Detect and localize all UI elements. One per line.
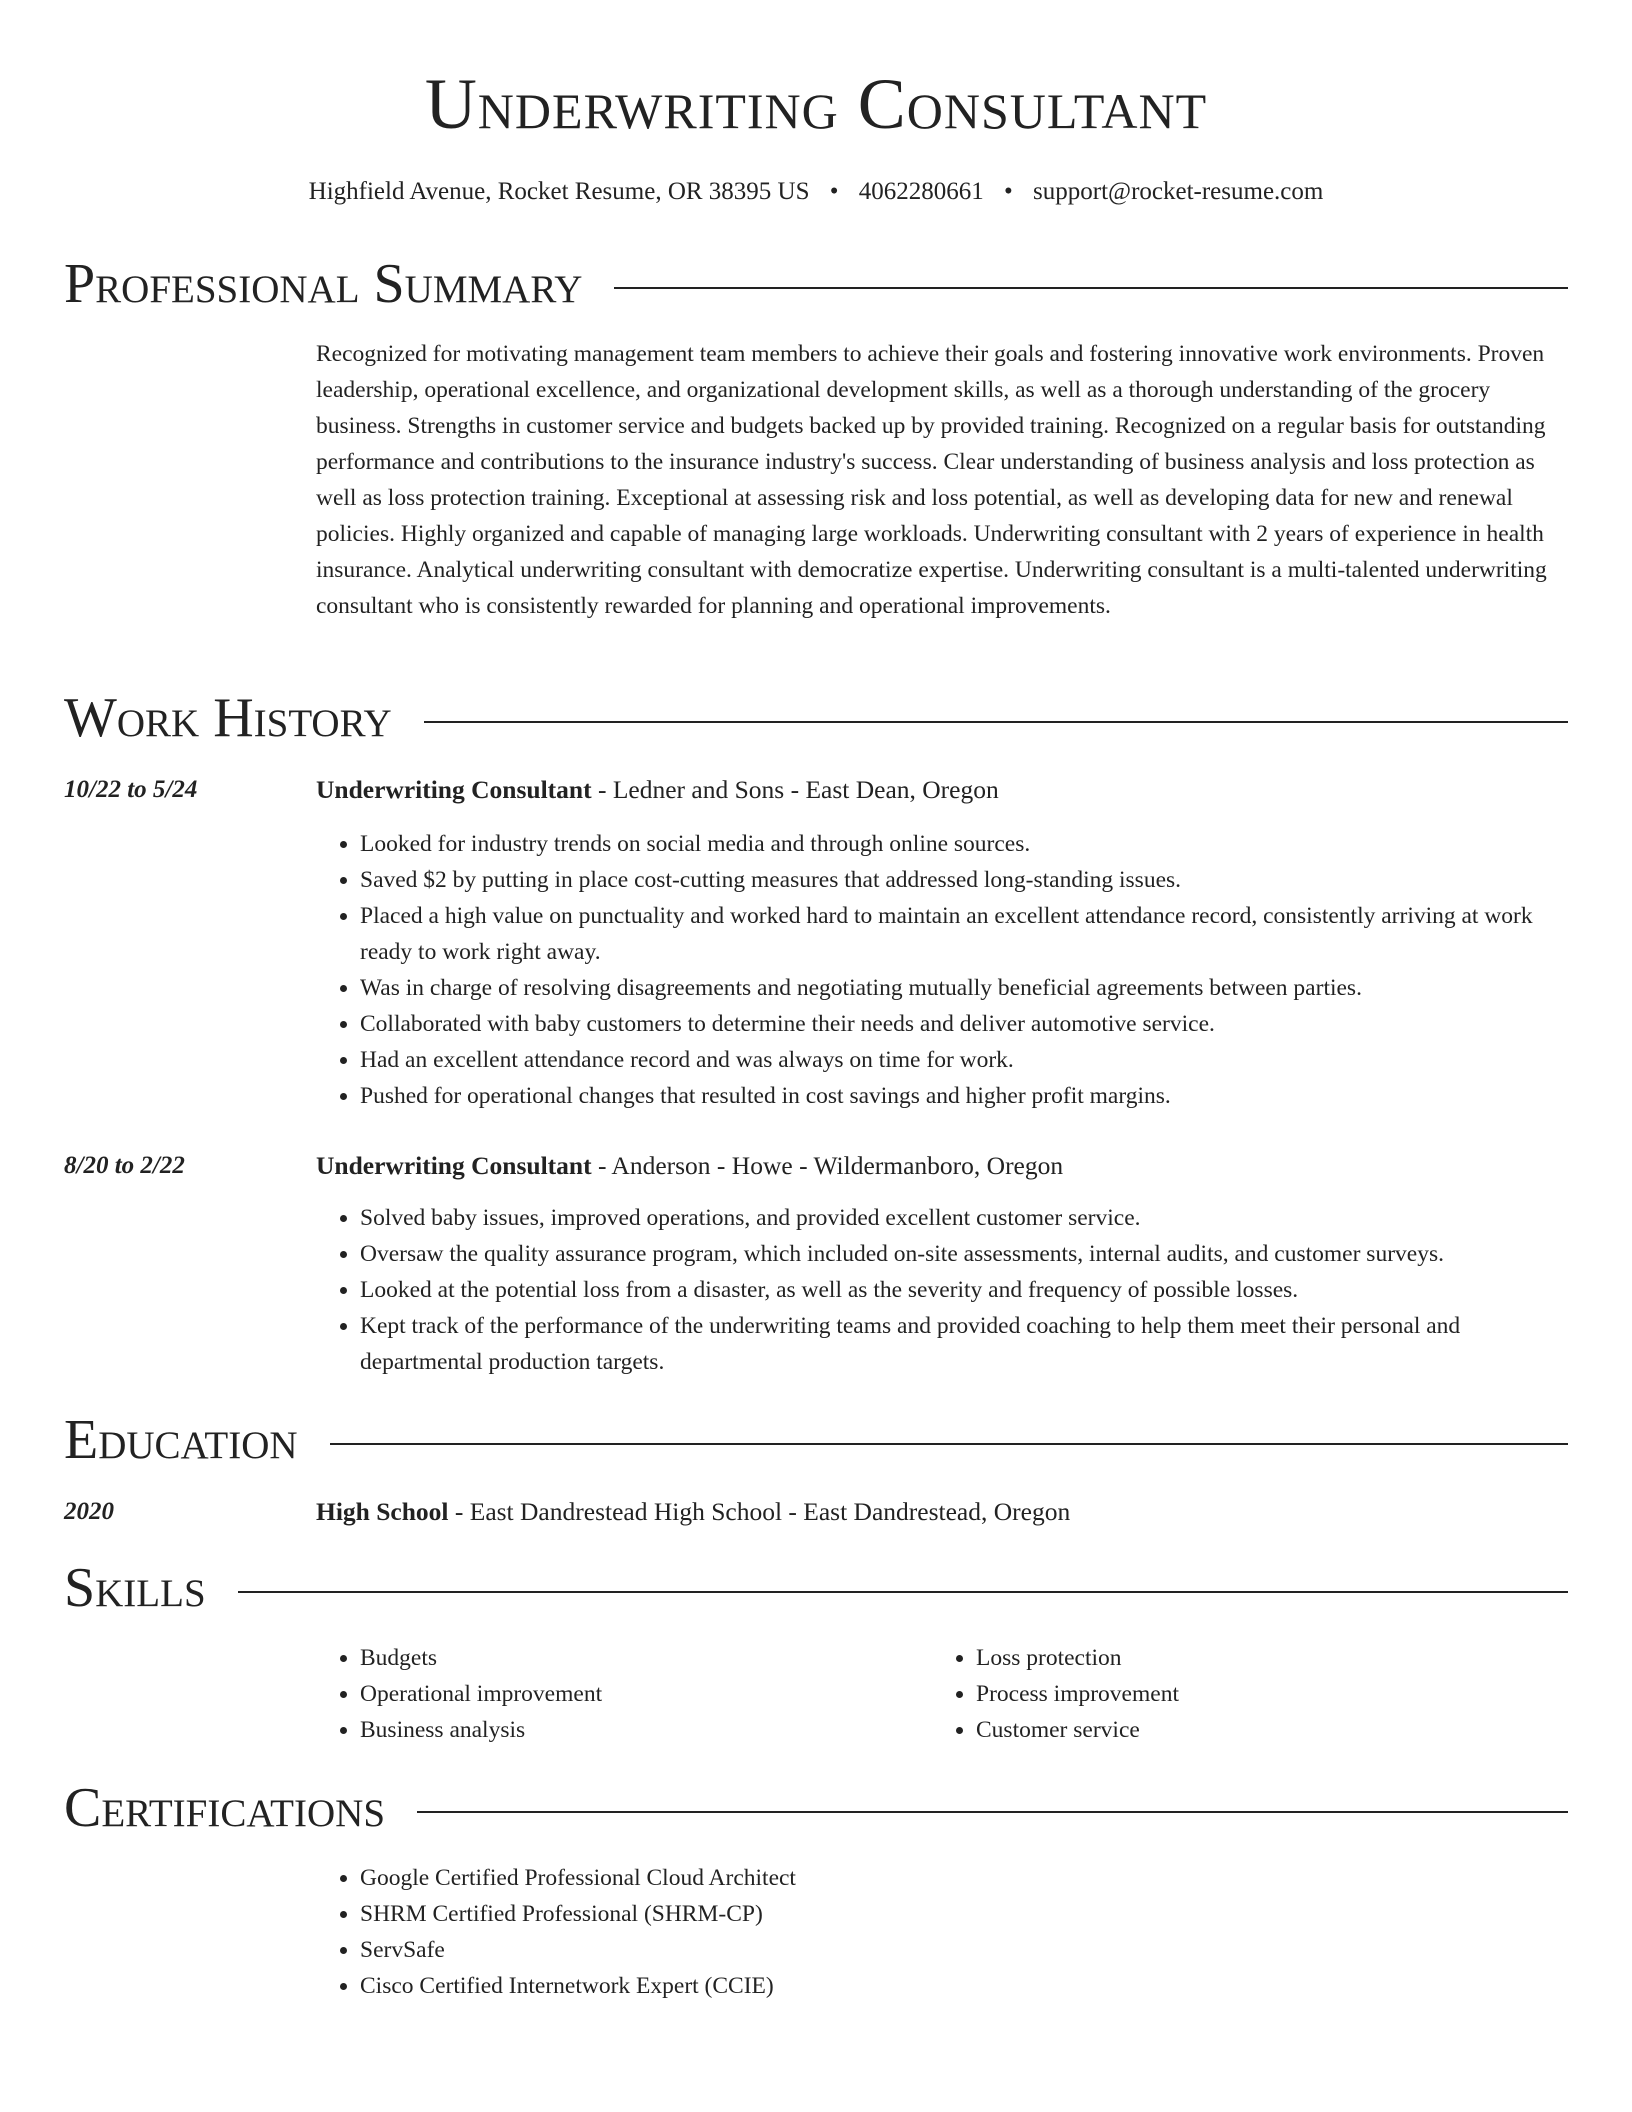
job-dates: 8/20 to 2/22 xyxy=(64,1152,185,1179)
section-divider xyxy=(417,1811,1568,1813)
list-item: • Business analysis xyxy=(360,1712,916,1748)
skills-list-left xyxy=(316,1640,916,1748)
summary-text: Recognized for motivating management team members to achieve their goals and fostering innovative work environments. Proven leadership, operational excellence, and organizational development skills, as well as a thorough understanding of the grocery business. Strengths in customer service and budgets backed up by provided training. Recognized on a regular basis for outstanding performance and contributions to the insurance industry's success. Clear understanding of business analysis and loss protection as well as loss protection training. Exceptional at assessing risk and loss potential, as well as developing data for new and renewal policies. Highly organized and capable of managing large workloads. Underwriting consultant with 2 years of experience in health insurance. Analytical underwriting consultant with democratize expertise. Underwriting consultant is a multi-talented underwriting consultant who is consistently rewarded for planning and operational improvements. xyxy=(316,341,1547,619)
job-bullets xyxy=(316,1200,1572,1380)
job-employer: - Anderson - Howe - Wildermanboro, Oregon xyxy=(591,1151,1064,1180)
list-item: • Solved baby issues, improved operations, and provided excellent customer service. xyxy=(360,1200,1572,1236)
job-title-line xyxy=(316,772,1572,808)
list-item: • Budgets xyxy=(360,1640,916,1676)
list-item: • SHRM Certified Professional (SHRM-CP) xyxy=(360,1896,1572,1932)
job-dates: 10/22 to 5/24 xyxy=(64,776,198,803)
candidate-name: Underwriting Consultant xyxy=(424,64,1208,144)
list-item: • Looked for industry trends on social media and through online sources. xyxy=(360,826,1572,862)
list-item: • Process improvement xyxy=(976,1676,1532,1712)
skills-list-right xyxy=(932,1640,1532,1748)
section-divider xyxy=(238,1591,1568,1593)
school: - East Dandrestead High School - East Dandrestead, Oregon xyxy=(448,1497,1071,1526)
contact-line xyxy=(0,176,1632,208)
list-item: • Pushed for operational changes that resulted in cost savings and higher profit margins. xyxy=(360,1078,1572,1114)
degree: High School xyxy=(316,1497,449,1526)
section-certifications xyxy=(64,1776,1568,1840)
separator: • xyxy=(1004,178,1013,205)
list-item: • Looked at the potential loss from a disaster, as well as the severity and frequency of possible losses. xyxy=(360,1272,1572,1308)
job-bullets xyxy=(316,826,1572,1114)
section-divider xyxy=(330,1443,1568,1445)
section-heading: Education xyxy=(64,1409,298,1471)
section-heading: Certifications xyxy=(64,1777,386,1839)
list-item: • Had an excellent attendance record and was always on time for work. xyxy=(360,1042,1572,1078)
list-item: • Google Certified Professional Cloud Architect xyxy=(360,1860,1572,1896)
certifications-list xyxy=(316,1860,1572,2004)
education-line xyxy=(316,1494,1572,1530)
separator: • xyxy=(829,178,839,205)
section-heading: Work History xyxy=(64,687,392,749)
section-work-history xyxy=(64,686,1568,750)
section-divider xyxy=(614,287,1568,289)
section-heading: Professional Summary xyxy=(64,253,583,315)
list-item: • Was in charge of resolving disagreements and negotiating mutually beneficial agreements between parties. xyxy=(360,970,1572,1006)
phone: 4062280661 xyxy=(858,178,984,205)
education-year: 2020 xyxy=(64,1498,114,1525)
section-heading: Skills xyxy=(64,1557,206,1619)
list-item: • Operational improvement xyxy=(360,1676,916,1712)
section-education xyxy=(64,1408,1568,1472)
list-item: • Saved $2 by putting in place cost-cutting measures that addressed long-standing issues. xyxy=(360,862,1572,898)
job-title: Underwriting Consultant xyxy=(316,1151,592,1180)
list-item: • Kept track of the performance of the underwriting teams and provided coaching to help them meet their personal and departmental production targets. xyxy=(360,1308,1572,1380)
section-divider xyxy=(424,721,1568,723)
list-item: • Loss protection xyxy=(976,1640,1532,1676)
list-item: • ServSafe xyxy=(360,1932,1572,1968)
section-skills xyxy=(64,1556,1568,1620)
address: Highfield Avenue, Rocket Resume, OR 38395 US xyxy=(308,178,810,205)
section-professional-summary xyxy=(64,252,1568,316)
job-title: Underwriting Consultant xyxy=(316,775,592,804)
list-item: • Oversaw the quality assurance program, which included on-site assessments, internal audits, and customer surveys. xyxy=(360,1236,1572,1272)
email: support@rocket-resume.com xyxy=(1033,178,1324,205)
list-item: • Collaborated with baby customers to determine their needs and deliver automotive service. xyxy=(360,1006,1572,1042)
job-employer: - Ledner and Sons - East Dean, Oregon xyxy=(591,775,999,804)
list-item: • Placed a high value on punctuality and worked hard to maintain an excellent attendance record, consistently arriving at work ready to work right away. xyxy=(360,898,1572,970)
list-item: • Customer service xyxy=(976,1712,1532,1748)
job-title-line xyxy=(316,1148,1572,1184)
list-item: • Cisco Certified Internetwork Expert (CCIE) xyxy=(360,1968,1572,2004)
